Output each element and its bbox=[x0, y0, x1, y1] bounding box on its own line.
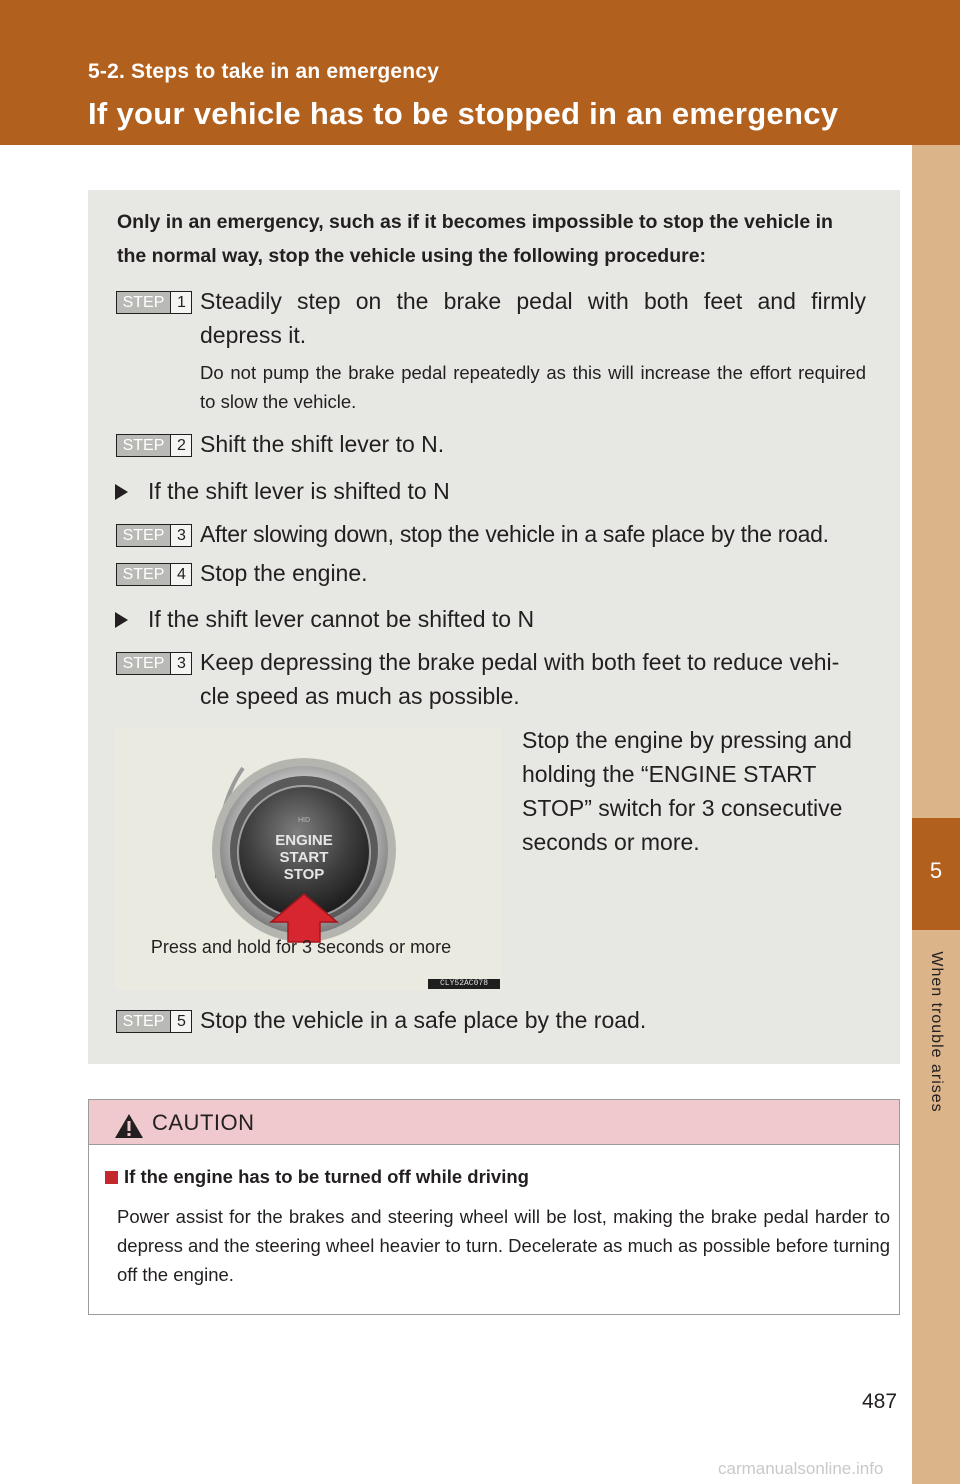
case-a-heading bbox=[115, 478, 450, 505]
red-square-bullet-icon bbox=[105, 1171, 118, 1184]
step-number: 3 bbox=[170, 525, 192, 546]
step-badge bbox=[116, 563, 192, 586]
triangle-bullet-icon bbox=[115, 612, 128, 628]
step2-text: Shift the shift lever to N. bbox=[200, 431, 445, 457]
svg-text:HID: HID bbox=[297, 817, 311, 824]
caution-subtitle-text: If the engine has to be turned off while driving bbox=[124, 1166, 529, 1187]
step-badge bbox=[116, 434, 192, 457]
step-label: STEP bbox=[117, 564, 170, 585]
figure-caption: Press and hold for 3 seconds or more bbox=[150, 937, 452, 957]
page-number: 487 bbox=[862, 1390, 898, 1413]
step1-text: Steadily step on the brake pedal with both feet and firmly depress it. bbox=[200, 288, 866, 348]
case-b-heading bbox=[115, 606, 534, 633]
button-label-engine: ENGINE bbox=[275, 832, 333, 849]
case-a-step3-text: After slowing down, stop the vehicle in a safe place by the road. bbox=[200, 521, 829, 547]
caution-body: Power assist for the brakes and steering wheel will be lost, making the brake pedal harder to depress and the steering wheel heavier to turn. Decelerate as much as possible before turning off the engine. bbox=[117, 1206, 890, 1285]
case-b-step4-text: Stop the engine by pressing and holding the “ENGINE START STOP” switch for 3 consecutive seconds or more. bbox=[522, 727, 852, 855]
step-badge bbox=[116, 652, 192, 675]
step-label: STEP bbox=[117, 653, 170, 674]
caution-header bbox=[89, 1100, 899, 1145]
watermark: carmanualsonline.info bbox=[718, 1459, 884, 1478]
step-label: STEP bbox=[117, 1011, 170, 1032]
step-label: STEP bbox=[117, 435, 170, 456]
procedure-intro: Only in an emergency, such as if it becomes impossible to stop the vehicle in the normal way, stop the vehicle using the following procedure: bbox=[117, 211, 833, 267]
step-badge bbox=[116, 1010, 192, 1033]
chapter-number: 5 bbox=[929, 858, 943, 883]
caution-title: CAUTION bbox=[152, 1110, 255, 1135]
case-b-title: If the shift lever cannot be shifted to N bbox=[148, 606, 535, 632]
step-badge bbox=[116, 524, 192, 547]
page-title: If your vehicle has to be stopped in an emergency bbox=[88, 96, 839, 131]
step1-note: Do not pump the brake pedal repeatedly as this will increase the effort required to slow the vehicle. bbox=[200, 362, 866, 412]
side-strip bbox=[912, 145, 960, 1484]
step-number: 4 bbox=[170, 564, 192, 585]
step-number: 5 bbox=[170, 1011, 192, 1032]
engine-button-illustration bbox=[115, 728, 501, 990]
triangle-bullet-icon bbox=[115, 484, 128, 500]
figure-code: CLY52AC078 bbox=[428, 979, 500, 989]
step-label: STEP bbox=[117, 292, 170, 313]
warning-triangle-icon bbox=[114, 1113, 144, 1139]
step-badge bbox=[116, 291, 192, 314]
step-label: STEP bbox=[117, 525, 170, 546]
case-a-step4-text: Stop the engine. bbox=[200, 560, 368, 586]
step-number: 2 bbox=[170, 435, 192, 456]
case-b-step3-text: Keep depressing the brake pedal with both feet to reduce vehi- cle speed as much as possible. bbox=[200, 649, 840, 709]
chapter-title: When trouble arises bbox=[928, 951, 945, 1113]
case-b-step5-text: Stop the vehicle in a safe place by the road. bbox=[200, 1007, 647, 1033]
button-label-stop: STOP bbox=[283, 866, 325, 883]
step-number: 1 bbox=[170, 292, 192, 313]
caution-box bbox=[88, 1099, 900, 1315]
section-label: 5-2. Steps to take in an emergency bbox=[88, 60, 440, 83]
case-a-title: If the shift lever is shifted to N bbox=[148, 478, 450, 504]
button-label-start: START bbox=[279, 849, 329, 866]
step-number: 3 bbox=[170, 653, 192, 674]
caution-subtitle bbox=[105, 1166, 529, 1188]
